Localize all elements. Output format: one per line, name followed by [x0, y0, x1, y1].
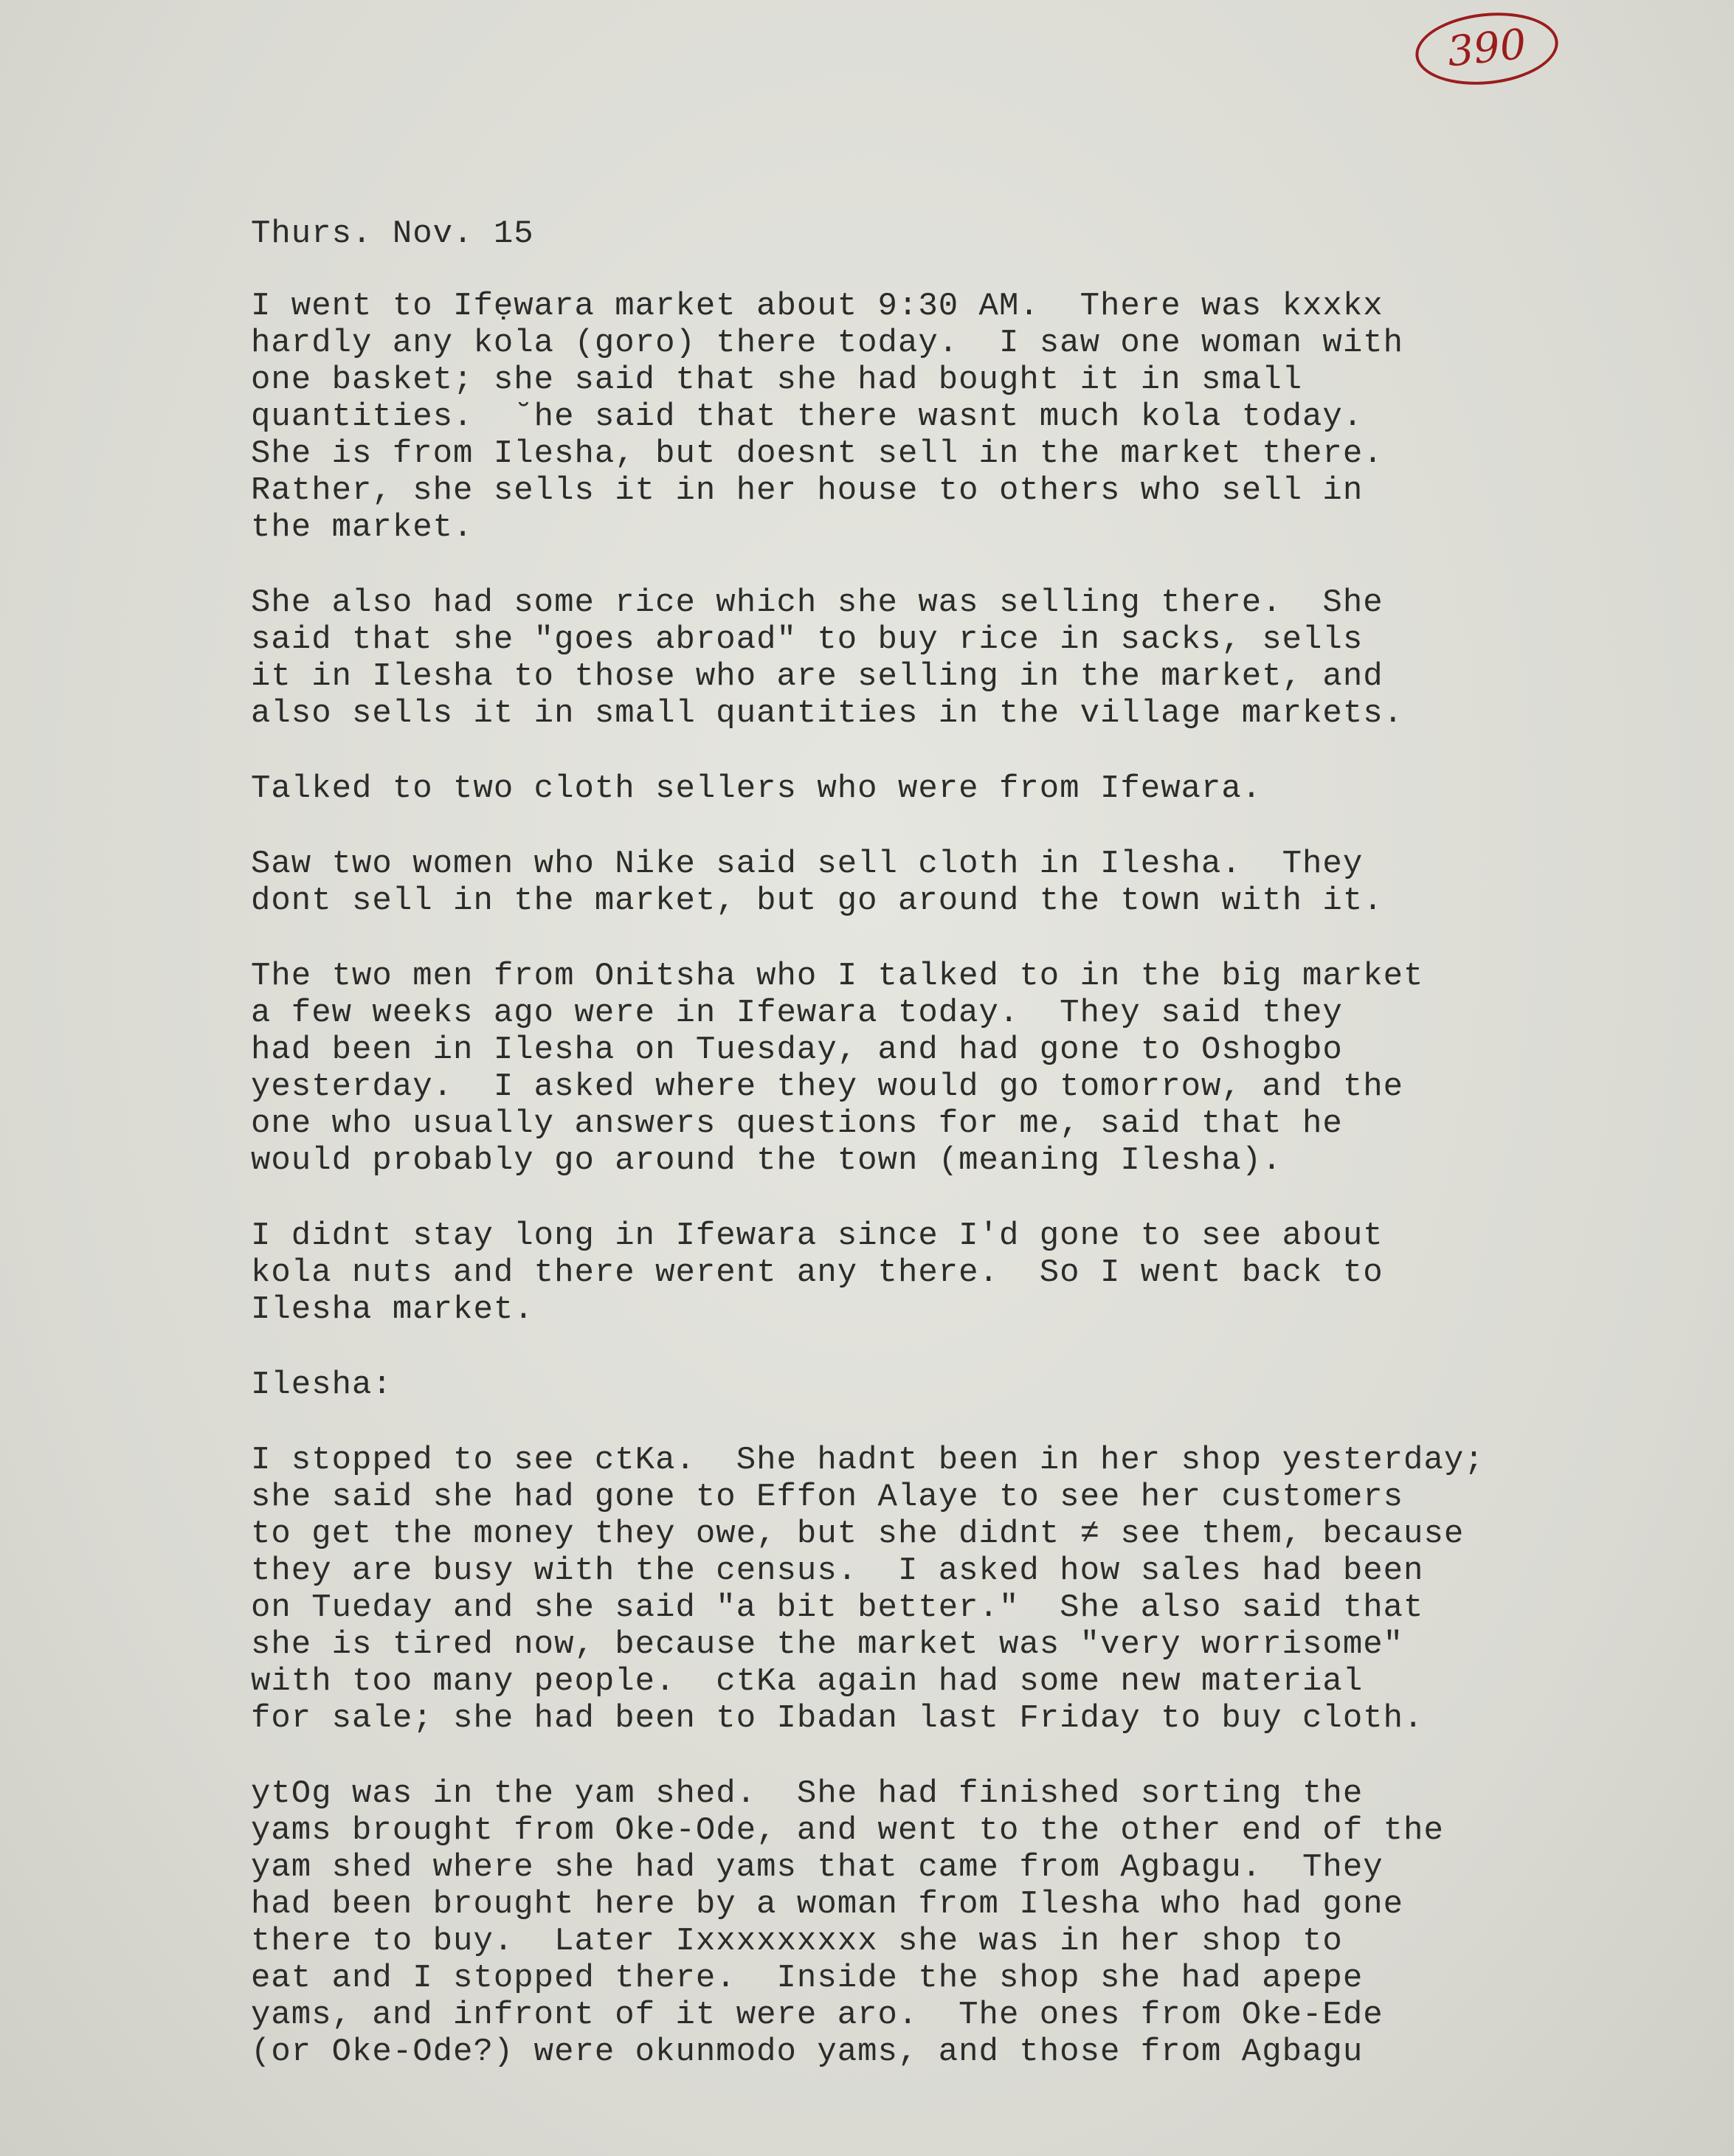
text-line: ytOg was in the yam shed. She had finished sorting the	[251, 1775, 1364, 1812]
text-line: yam shed where she had yams that came from Agbagu. They	[251, 1849, 1384, 1886]
text-line: for sale; she had been to Ibadan last Friday to buy cloth.	[251, 1700, 1424, 1737]
text-line: Saw two women who Nike said sell cloth in Ilesha. They	[251, 846, 1364, 882]
text-line: said that she "goes abroad" to buy rice in sacks, sells	[251, 621, 1364, 658]
text-line: to get the money they owe, but she didnt ≠ see them, because	[251, 1516, 1465, 1552]
text-line: on Tueday and she said "a bit better." She also said that	[251, 1589, 1424, 1626]
text-line: dont sell in the market, but go around the town with it.	[251, 882, 1384, 919]
text-line: would probably go around the town (meaning Ilesha).	[251, 1142, 1282, 1179]
text-line: they are busy with the census. I asked how sales had been	[251, 1552, 1424, 1589]
text-line: The two men from Onitsha who I talked to in the big market	[251, 958, 1424, 995]
text-line: there to buy. Later Ixxxxxxxxx she was in her shop to	[251, 1923, 1343, 1960]
dateline: Thurs. Nov. 15	[251, 215, 534, 252]
typed-text-body	[251, 215, 1653, 2109]
text-line: She also had some rice which she was selling there. She	[251, 584, 1384, 621]
text-line: (or Oke-Ode?) were okunmodo yams, and those from Agbagu	[251, 2034, 1364, 2070]
text-line: She is from Ilesha, but doesnt sell in the market there.	[251, 435, 1384, 472]
text-line: a few weeks ago were in Ifewara today. They said they	[251, 995, 1343, 1032]
text-line: one basket; she said that she had bought it in small	[251, 362, 1303, 398]
paragraph	[251, 846, 1653, 919]
text-line: yams brought from Oke-Ode, and went to the other end of the	[251, 1812, 1444, 1849]
paragraph	[251, 1775, 1653, 2070]
paragraph	[251, 1442, 1653, 1737]
paragraph	[251, 1217, 1653, 1328]
paragraph	[251, 288, 1653, 546]
section-heading: Ilesha:	[251, 1366, 393, 1403]
text-line: yams, and infront of it were aro. The ones from Oke-Ede	[251, 1997, 1384, 2034]
text-line: she is tired now, because the market was "very worrisome"	[251, 1626, 1404, 1663]
text-line: the market.	[251, 509, 474, 546]
text-line: kola nuts and there werent any there. So I went back to	[251, 1254, 1384, 1291]
text-line: had been in Ilesha on Tuesday, and had gone to Oshogbo	[251, 1032, 1343, 1068]
text-line: Ilesha market.	[251, 1291, 534, 1328]
text-line: one who usually answers questions for me, said that he	[251, 1105, 1343, 1142]
text-line: it in Ilesha to those who are selling in the market, and	[251, 658, 1384, 695]
text-line: hardly any kola (goro) there today. I saw one woman with	[251, 325, 1404, 362]
paragraph	[251, 958, 1653, 1179]
text-line: Talked to two cloth sellers who were from Ifewara.	[251, 770, 1262, 807]
text-line: Rather, she sells it in her house to others who sell in	[251, 472, 1364, 509]
text-line: I went to Ifẹwara market about 9:30 AM. There was kxxkx	[251, 288, 1384, 325]
text-line: I stopped to see ctKa. She hadnt been in her shop yesterday;	[251, 1442, 1485, 1479]
page-number-stamp: 390	[1412, 6, 1562, 91]
text-line: yesterday. I asked where they would go tomorrow, and the	[251, 1068, 1404, 1105]
text-line: had been brought here by a woman from Ilesha who had gone	[251, 1886, 1404, 1923]
text-line: eat and I stopped there. Inside the shop she had apepe	[251, 1960, 1364, 1997]
text-line: she said she had gone to Effon Alaye to see her customers	[251, 1479, 1404, 1516]
paragraph	[251, 770, 1653, 807]
text-line: quantities. ˘he said that there wasnt much kola today.	[251, 398, 1364, 435]
paragraph	[251, 584, 1653, 732]
text-line: with too many people. ctKa again had some new material	[251, 1663, 1364, 1700]
text-line: I didnt stay long in Ifewara since I'd gone to see about	[251, 1217, 1384, 1254]
text-line: also sells it in small quantities in the village markets.	[251, 695, 1404, 732]
